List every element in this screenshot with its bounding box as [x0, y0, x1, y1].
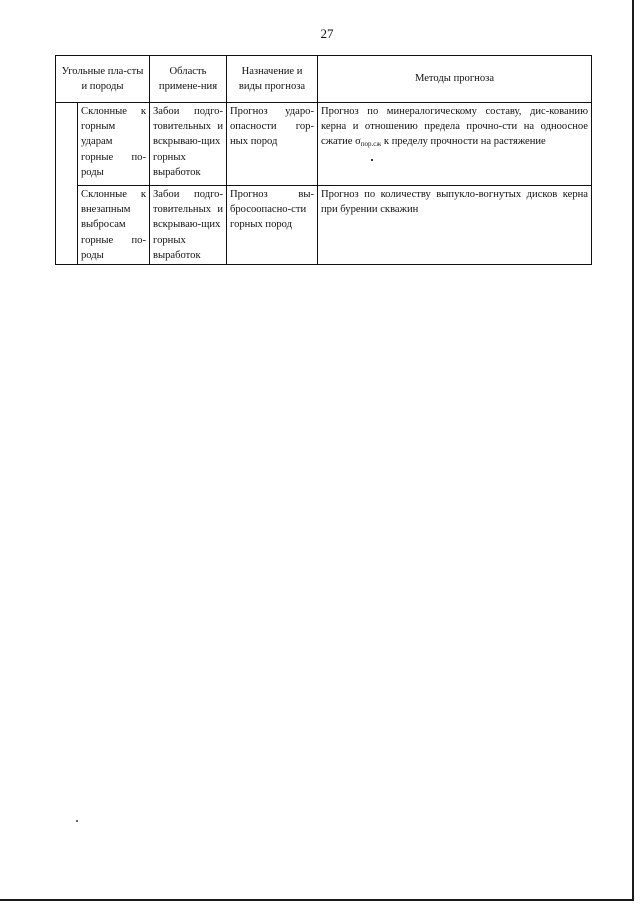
row-application-area: Забои подго-товительных и вскрываю-щих горных выработок: [150, 103, 227, 186]
methods-text-cont: к пределу прочности на растяжение: [381, 136, 546, 148]
row-application-area: Забои подго-товительных и вскрываю-щих горных выработок: [150, 186, 227, 265]
group-indent-cell: [56, 103, 78, 265]
page-number: 27: [320, 26, 334, 41]
header-application-area: Область примене-ния: [150, 56, 227, 103]
row-rock-type: Склонные к горным ударам горные по-роды: [78, 103, 150, 186]
row-rock-type: Склонные к внезапным выбросам горные по-роды: [78, 186, 150, 265]
speck: [371, 159, 373, 161]
header-purpose-types: Назначение и виды прогноза: [227, 56, 318, 103]
table-row: [56, 103, 592, 186]
row-methods: Прогноз по количеству выпукло-вогнутых дисков керна при бурении скважин: [318, 186, 592, 265]
header-coal-seams-rocks: Угольные пла-сты и породы: [56, 56, 150, 103]
table-header-row: [56, 56, 592, 103]
scan-speck: [76, 820, 78, 822]
header-forecast-methods: Методы прогноза: [318, 56, 592, 103]
sigma-subscript: пор.сж: [360, 140, 382, 149]
row-purpose: Прогноз вы-бросоопасно-сти горных пород: [227, 186, 318, 265]
row-purpose: Прогноз ударо-опасности гор-ных пород: [227, 103, 318, 186]
bottom-rule: [206, 899, 632, 901]
row-methods: [318, 103, 592, 186]
table-row: [56, 186, 592, 265]
methods-text: Прогноз по минералогическому составу, дис-кованию керна и отношению предела прочно-сти на одноосное сжатие σ: [321, 106, 588, 148]
forecast-methods-table: [55, 55, 592, 265]
